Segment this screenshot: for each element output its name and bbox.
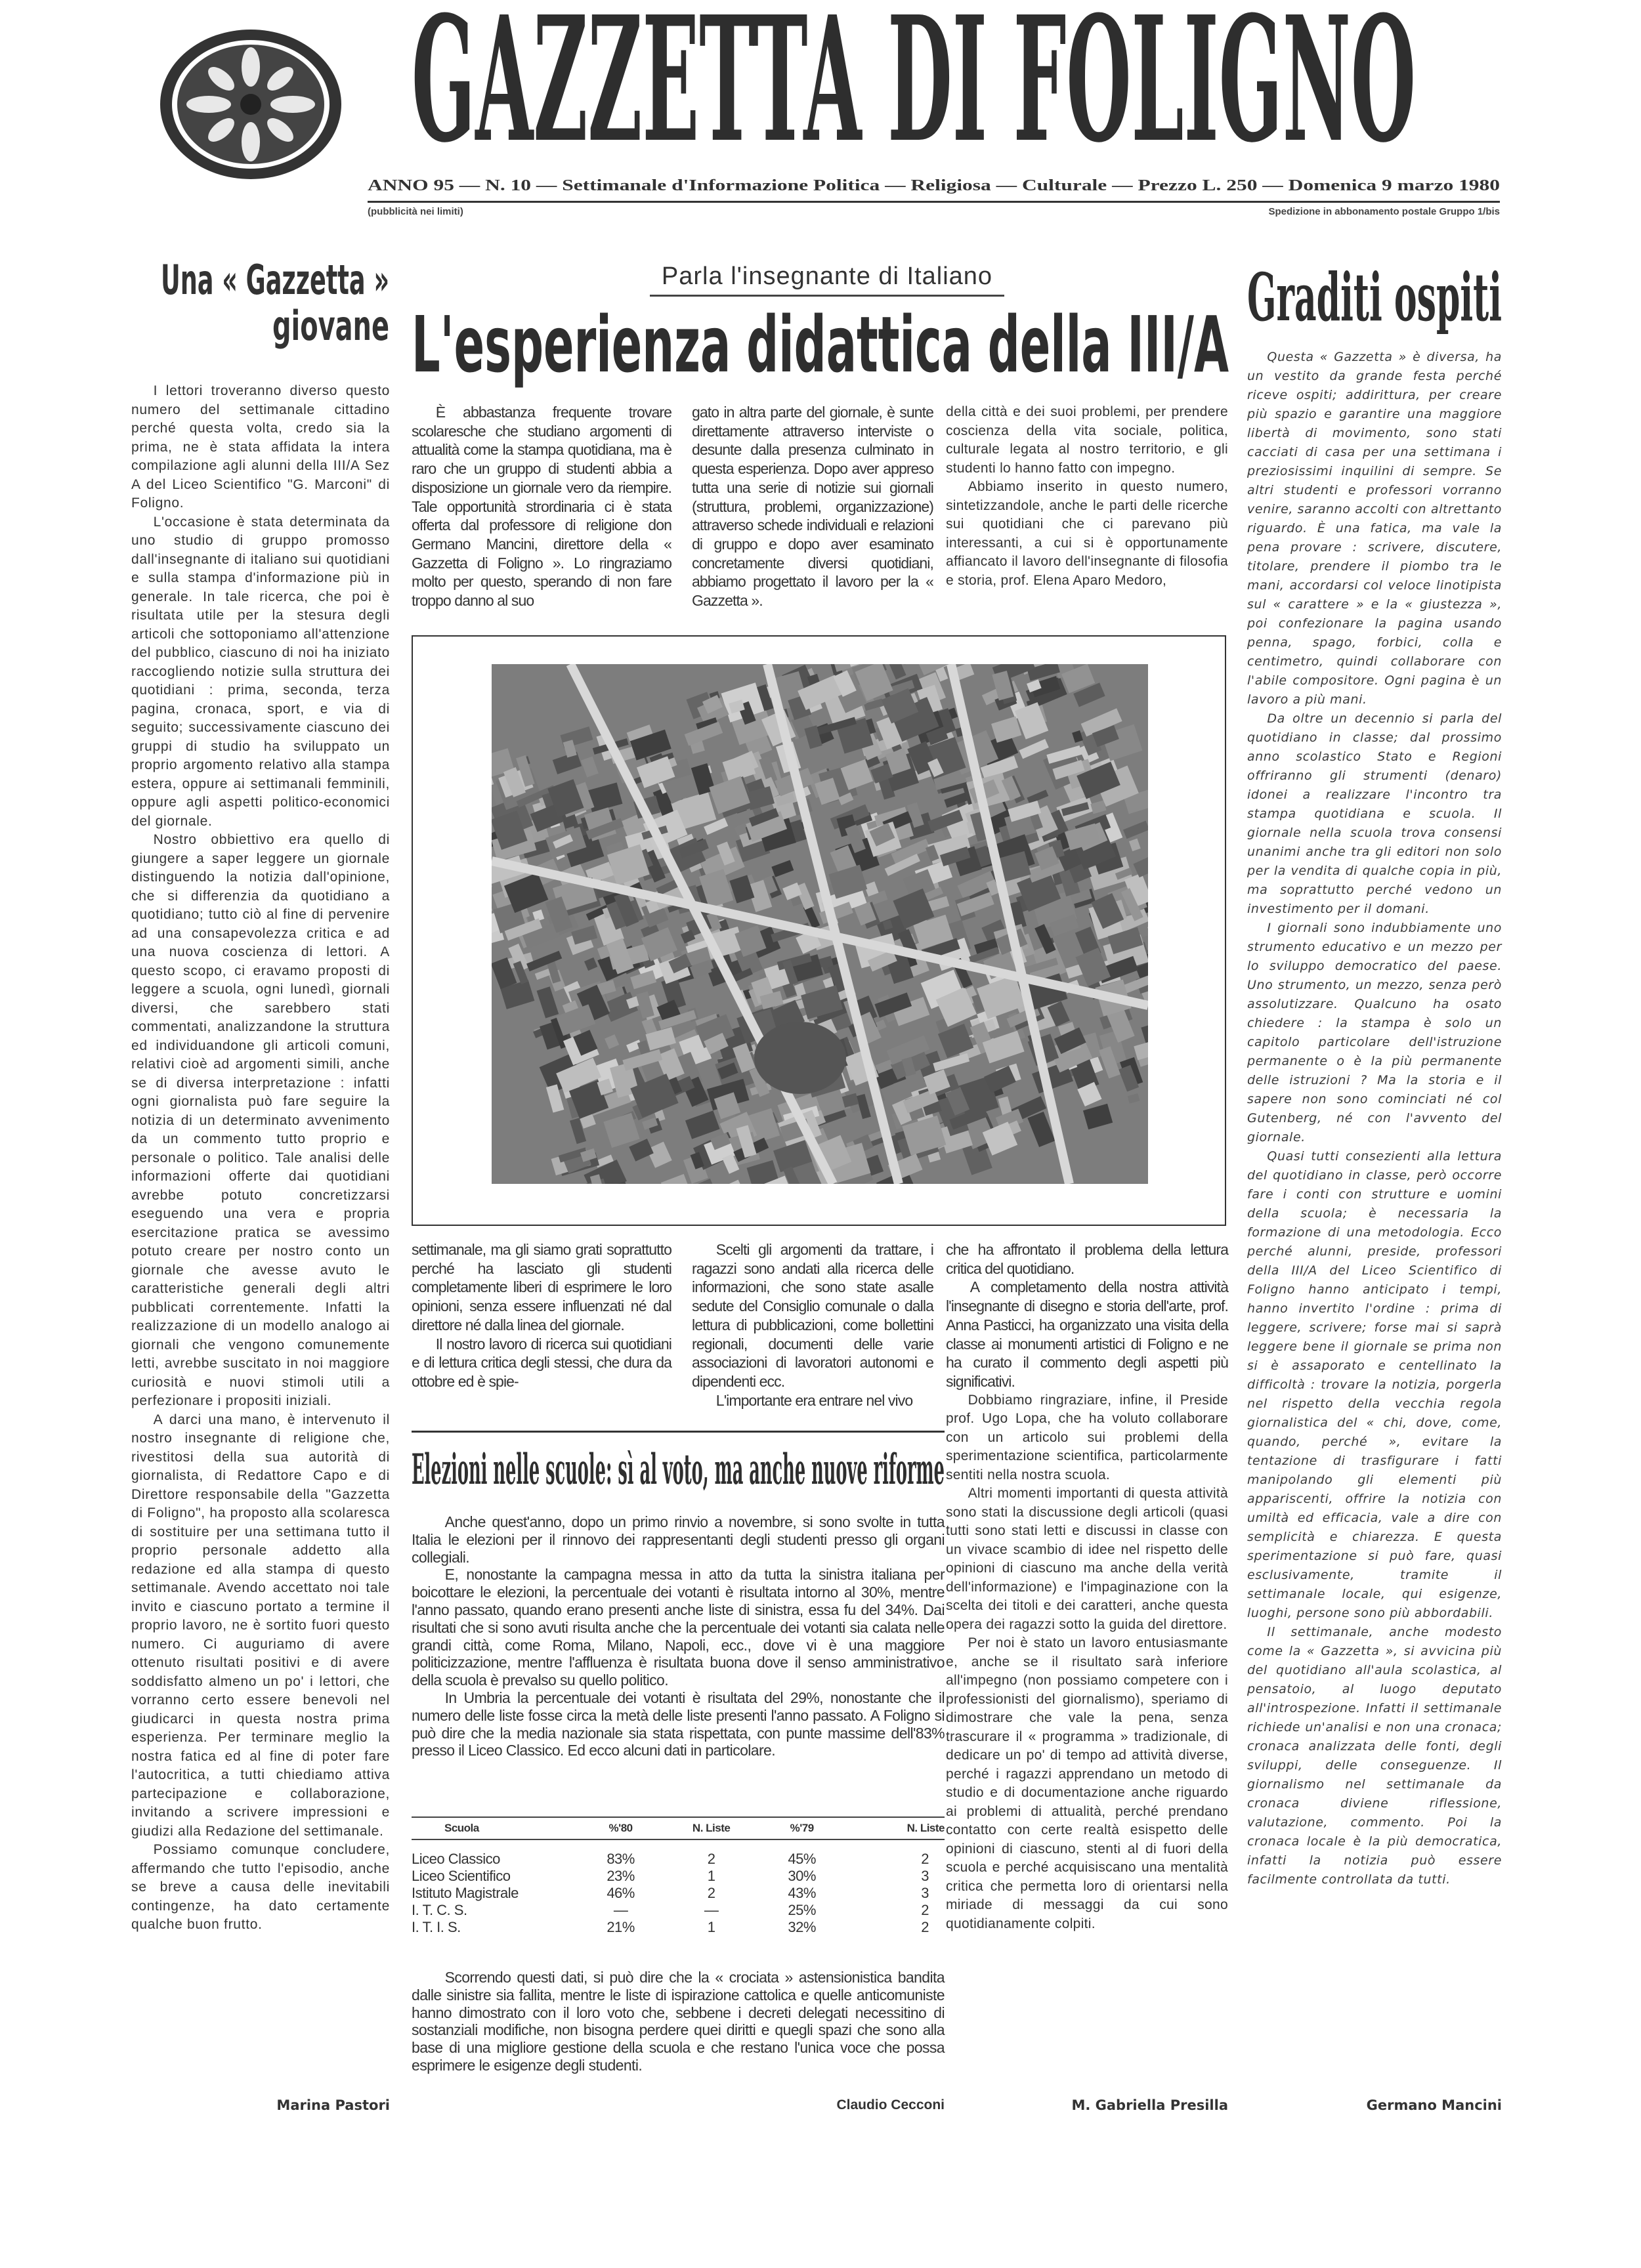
paragraph: settimanale, ma gli siamo grati soprattutto perché ha lasciato gli studenti completamente liberi di esprimere le loro opinioni, senza essere influenzati né dal direttore né dalla linea del giornale. bbox=[412, 1241, 671, 1334]
table-header: Scuola bbox=[412, 1817, 582, 1839]
table-cell: 43% bbox=[788, 1885, 816, 1901]
table-header: %'79 bbox=[763, 1817, 841, 1839]
photo-frame bbox=[412, 635, 1226, 1226]
paragraph: L'importante era entrare nel vivo bbox=[715, 1391, 913, 1409]
paragraph: Il settimanale, anche modesto come la « Gazzetta », si avvicina più del quotidiano all'aula scolastica, al pensatoio, al luogo deputato all'introspezione. Infatti il settimanale richiede un'analisi e non una cronaca; cronaca analizzata delle fonti, degli sviluppi, delle conseguenze. Il giornalismo nel settimanale da cronaca diviene riflessione, valutazione, commento. Poi la cronaca locale è la più democratica, infatti la notizia può essere facilmente controllata da tutti. bbox=[1247, 1625, 1502, 1887]
table-cell: 25% bbox=[788, 1902, 816, 1918]
table-cell: I. T. I. S. bbox=[412, 1919, 461, 1935]
table-cell: 2 bbox=[921, 1851, 929, 1867]
rooftop bbox=[605, 1034, 619, 1049]
paragraph: L'occasione è stata determinata da uno studio di gruppo promosso dall'insegnante di italiano sui quotidiani e sulla stampa d'informazione più in generale. In tale ricerca, che poi è risultata utile per la stesura degli articoli che sottoponiamo all'attenzione del pubblico, ciascuno di noi ha iniziato raccogliendo notizie sulla struttura dei quotidiani : prima, seconda, terza pagina, cronaca, sport, e via di seguito; successivamente ciascuno dei gruppi di studio ha sviluppato un proprio argomento relativo alla stampa estera, oppure ai settimanali femminili, oppure agli aspetti politico-economici del giornale. bbox=[131, 514, 390, 829]
rooftop bbox=[581, 756, 599, 777]
paragraph: A completamento della nostra attività l'insegnante di disegno e storia dell'arte, prof. Anna Pasticci, ha organizzato una visita della classe ai monumenti artistici di Foligno e ne ha curato il commento degli aspetti più significativi. bbox=[946, 1278, 1228, 1390]
table-cell: Liceo Classico bbox=[412, 1851, 500, 1867]
byline: Marina Pastori bbox=[276, 2097, 390, 2113]
rooftop bbox=[1019, 739, 1048, 759]
paragraph: Dobbiamo ringraziare, infine, il Preside prof. Ugo Lopa, che ha voluto collaborare con un articolo sui problemi della sperimentazione scientifica, particolarmente sentiti nella nostra scuola. bbox=[946, 1392, 1228, 1482]
byline: Claudio Cecconi bbox=[836, 2097, 945, 2112]
table-header: N. Liste bbox=[659, 1817, 763, 1839]
table-cell: 45% bbox=[788, 1851, 816, 1867]
results-table bbox=[412, 1816, 945, 1936]
left-article-title-line2: giovane bbox=[272, 302, 389, 350]
table-cell: 21% bbox=[607, 1919, 635, 1935]
rooftop bbox=[1072, 730, 1083, 743]
table-row bbox=[412, 1902, 945, 1919]
paragraph: Abbiamo inserito in questo numero, sintetizzandole, anche le parti delle ricerche sui quotidiani che ci parevano più interessanti, a cui si è opportunamente affiancato il lavoro dell'insegnante di filosofia e storia, prof. Elena Aparo Medoro, bbox=[946, 479, 1228, 588]
elections-headline: Elezioni nelle scuole: sì al voto, ma anche nuove riforme bbox=[412, 1445, 945, 1494]
paragraph: della città e dei suoi problemi, per prendere coscienza della vita sociale, politica, culturale legata al nostro territorio, e gli studenti lo hanno fatto con impegno. bbox=[946, 404, 1228, 476]
byline: M. Gabriella Presilla bbox=[1071, 2097, 1228, 2113]
section-rule bbox=[412, 1431, 945, 1433]
paragraph: Possiamo comunque concludere, affermando che tutto l'episodio, anche se breve a causa delle inevitabili contingenze, ha dato certamente qualche buon frutto. bbox=[131, 1842, 390, 1932]
rose-window-icon bbox=[158, 28, 345, 182]
rooftop bbox=[771, 860, 794, 877]
paragraph: Nostro obbiettivo era quello di giungere a saper leggere un giornale distinguendo la notizia dall'opinione, che si differenzia da quotidiano a quotidiano; tutto ciò al fine di pervenire ad una consapevolezza critica e ad una nuova coscienza di lettori. A questo scopo, ci eravamo proposti di leggere a scuola, ogni lunedì, giornali diversi, che sarebbero stati commentati, analizzandone la struttura ed individuandone gli articoli comuni, relativi cioè ad argomenti simili, anche se di diversa interpretazione : infatti ogni giornalista può fare seguire la notizia di un determinato avvenimento da un commento tutto proprio e personale o politico. Tale analisi delle informazioni offerte dai quotidiani avrebbe potuto concretizzarsi eseguendo una vera e propria esercitazione pratica se avessimo potuto creare per nostro conto un giornale che avesse avuto le caratteristiche generali degli altri pubblicati correntemente. Infatti la realizzazione di un modello analogo ai giornali che vengono comunemente letti, avrebbe suscitato in noi maggiore curiosità e nuovi stimoli utili a perfezionare i propositi iniziali. bbox=[131, 832, 390, 1408]
rooftop bbox=[1141, 1017, 1148, 1043]
rooftop bbox=[717, 1180, 743, 1184]
rooftop bbox=[1128, 1093, 1140, 1104]
right-article-title: Graditi ospiti bbox=[1247, 259, 1502, 336]
paragraph: In Umbria la percentuale dei votanti è risultata del 29%, nonostante che il numero delle liste fosse circa la metà delle liste presenti l'anno passato. A Foligno si può dire che la media nazionale sia stata rispettata, con punte massime dell'83% presso il Liceo Classico. Ed ecco alcuni dati in particolare. bbox=[412, 1689, 945, 1759]
table-cell: 32% bbox=[788, 1919, 816, 1935]
left-article-title-line1: Una « Gazzetta » bbox=[161, 256, 389, 304]
masthead-title: GAZZETTA DI FOLIGNO bbox=[412, 0, 1416, 180]
rooftop bbox=[1090, 800, 1106, 814]
table-cell: 2 bbox=[921, 1919, 929, 1935]
aerial-city-image bbox=[492, 664, 1148, 1184]
table-cell: I. T. C. S. bbox=[412, 1902, 467, 1918]
masthead-logo-rose-window bbox=[158, 28, 345, 182]
table-cell: — bbox=[704, 1902, 719, 1918]
table-cell: 46% bbox=[607, 1885, 635, 1901]
paragraph: A darci una mano, è intervenuto il nostro insegnante di religione che, rivestitosi della sua autorità di giornalista, di Redattore Capo e di Direttore responsabile della "Gazzetta di Foligno", ha proposto alla scolaresca di sostituire per una settimana tutto il proprio personale addetto alla redazione ed alla stampa di questo settimanale. Avendo accettato noi tale invito e ciascuno portato a termine il proprio lavoro, ne è sortito fuori questo numero. Ci auguriamo di avere ottenuto risultati positivi e di avere soddisfatto almeno un po' i lettori, che vorranno certo essere benevoli nel giudicarci in questa nostra prima esperienza. Per terminare meglio la nostra fatica ed al fine di poter fare l'autocritica, a tutti chiediamo attiva partecipazione e collaborazione, invitando a scrivere impressioni e giudizi alla Redazione del settimanale. bbox=[131, 1412, 390, 1839]
aerial-photo-foligno bbox=[492, 664, 1148, 1184]
issue-info-line: ANNO 95 — N. 10 — Settimanale d'Informazione Politica — Religiosa — Culturale — Prezzo L. 250 — Domenica 9 marzo 1980 bbox=[368, 177, 1500, 194]
kicker: Parla l'insegnante di Italiano bbox=[661, 262, 993, 290]
rooftop bbox=[899, 664, 919, 665]
rooftop bbox=[889, 664, 906, 679]
paragraph: I lettori troveranno diverso questo numero del settimanale cittadino perché questa volta, credo sia la prima, ne è stata affidata la intera compilazione agli alunni della III/A Sez A del Liceo Scientifico "G. Marconi" di Foligno. bbox=[131, 383, 390, 511]
rooftop bbox=[629, 1139, 654, 1162]
table-cell: 3 bbox=[921, 1868, 929, 1884]
rooftop bbox=[647, 1142, 672, 1168]
cathedral-dome bbox=[754, 1022, 846, 1094]
rooftop bbox=[1083, 1104, 1113, 1129]
table-row bbox=[412, 1919, 945, 1936]
table-cell: 2 bbox=[707, 1851, 715, 1867]
rooftop bbox=[1133, 852, 1148, 877]
paragraph: che ha affrontato il problema della lettura critica del quotidiano. bbox=[946, 1241, 1228, 1277]
table-cell: 1 bbox=[707, 1868, 715, 1884]
postal-note: Spedizione in abbonamento postale Gruppo 1/bis bbox=[1268, 206, 1500, 217]
table-header: N. Liste bbox=[840, 1817, 945, 1839]
paragraph: Altri momenti importanti di questa attività sono stati la discussione degli articoli (quasi tutti sono stati letti e discussi in classe con un vivace scambio di idee nel rispetto delle opinioni di ciascuno ma anche della verità dell'informazione) e l'impaginazione con la scelta dei titoli e dei caratteri, anche questa opera dei ragazzi sotto la guida del direttore. bbox=[946, 1486, 1228, 1632]
paragraph: È abbastanza frequente trovare scolaresche che studiano argomenti di attualità come la stampa quotidiana, ma è raro che un gruppo di studenti abbia a disposizione un giornale vero da riempire. Tale opportunità strordinaria ci è stata offerta dal professore di religione don Germano Mancini, direttore della « Gazzetta di Foligno ». Lo ringraziamo molto per questo, sperando di non fare troppo danno al suo bbox=[412, 404, 671, 610]
paragraph: I giornali sono indubbiamente uno strumento educativo e un mezzo per lo sviluppo democratico del paese. Uno strumento, un mezzo, senza però assolutizzare. Qualcuno ha osato chiedere : la stampa è solo un capitolo particolare dell'istruzione permanente o è la più permanente delle istruzioni ? Ma la storia e il sapere non sono cominciati né col Gutenberg, né con l'avvento del giornale. bbox=[1247, 921, 1502, 1144]
table-cell: 3 bbox=[921, 1885, 929, 1901]
table-cell: 2 bbox=[921, 1902, 929, 1918]
table-cell: Istituto Magistrale bbox=[412, 1885, 519, 1901]
rooftop bbox=[1129, 839, 1141, 851]
table-row bbox=[412, 1868, 945, 1885]
table-row bbox=[412, 1839, 945, 1868]
table-row bbox=[412, 1885, 945, 1902]
paragraph: gato in altra parte del giornale, è sunte direttamente attraverso interviste o desunte dalla presenza culminato in questa esperienza. Dopo aver appreso tutta una serie di notizie sui giornali (struttura, problemi, organizzazione) attraverso schede individuali e relazioni di gruppo e dopo aver esaminato concretamente diversi quotidiani, abbiamo progettato il lavoro per la « Gazzetta ». bbox=[692, 404, 933, 610]
table-cell: 83% bbox=[607, 1851, 635, 1867]
table-cell: 23% bbox=[607, 1868, 635, 1884]
paragraph: Per noi è stato un lavoro entusiasmante e, anche se il risultato sarà inferiore all'impegno (non possiamo competere con i professionisti del giornalismo), speriamo di dimostrare che vale la pena, senza trascurare il « programma » tradizionale, di dedicare un po' di tempo ad attività diverse, perché i ragazzi apprendano un metodo di studio e di documentazione anche riguardo ai problemi di attualità, perché prendano contatto con certe realtà esispetto delle opinioni di ciascuno, stenti al di fuori della scuola e perché acquisiscano una mentalità critica che permetta loro di orientarsi nella miriade di messaggi da cui sono quotidianamente colpiti. bbox=[946, 1635, 1228, 1931]
masthead-rule bbox=[368, 201, 1500, 203]
table-cell: 1 bbox=[707, 1919, 715, 1935]
byline: Germano Mancini bbox=[1366, 2097, 1502, 2113]
paragraph: Il nostro lavoro di ricerca sui quotidiani e di lettura critica degli stessi, che dura da ottobre ed è spie- bbox=[412, 1335, 671, 1390]
table-cell: — bbox=[613, 1902, 628, 1918]
rooftop bbox=[661, 1174, 694, 1184]
center-headline: L'esperienza didattica della III/A bbox=[412, 299, 1229, 390]
paragraph: E, nonostante la campagna messa in atto da tutta la sinistra italiana per boicottare le elezioni, la percentuale dei votanti è risultata intorno al 30%, mentre l'anno passato, quando erano presenti anche liste di sinistra, essa fu del 34%. Dai risultati che si sono avuti risulta anche che la percentuale dei votanti sia calata nelle grandi città, come Roma, Milano, Napoli, ecc., dove vi è una maggiore politicizzazione, mentre l'affluenza è risultata buona dove il senso amministrativo della scuola è prevalso su quello politico. bbox=[412, 1566, 945, 1689]
table-cell: Liceo Scientifico bbox=[412, 1868, 511, 1884]
paragraph: Scelti gli argomenti da trattare, i ragazzi sono andati alla ricerca delle informazioni, che sono state asalle sedute del Consiglio comunale o dalla lettura di pubblicazioni, come bollettini regionali, documenti delle varie associazioni di lavoratori autonomi e dipendenti ecc. bbox=[692, 1241, 933, 1390]
rooftop bbox=[1123, 820, 1148, 839]
rooftop bbox=[584, 957, 597, 971]
table-cell: 30% bbox=[788, 1868, 816, 1884]
paragraph: Scorrendo questi dati, si può dire che la « crociata » astensionistica bandita dalle sinistre sia fallita, mentre le liste di ispirazione cattolica e quelle anticomuniste hanno dimostrato con il loro voto che, sebbene i decreti delegati necessitino di sostanziali modifiche, non bisogna perdere quei diritti e quegli spazi che sono alla base di una migliore gestione della scuola e che restano l'unica voce che possa esprimere le esigenze degli studenti. bbox=[412, 1969, 945, 2074]
paragraph: Anche quest'anno, dopo un primo rinvio a novembre, si sono svolte in tutta Italia le elezioni per il rinnovo dei rappresentanti degli studenti presso gli organi collegiali. bbox=[412, 1513, 945, 1566]
rooftop bbox=[685, 1110, 720, 1139]
rooftop bbox=[1134, 1041, 1148, 1060]
paragraph: Quasi tutti consezienti alla lettura del quotidiano in classe, però occorre fare i conti con strutture e uomini della scuola; è necessaria la formazione di una metodologia. Ecco perché alunni, preside, professori della III/A del Liceo Scientifico di Foligno hanno anticipato i tempi, hanno invertito l'ordine : prima di leggere, scrivere; forse mai si saprà leggere bene il giornale se prima non si è assaporato e centellinato la difficoltà : trovare la notizia, porgerla nel rispetto della vecchia regola giornalistica del « chi, dove, come, quando, perché », evitare la tentazione di trasfigurare i fatti manipolando gli elementi più appariscenti, offrire la notizia con umiltà ed efficacia, vale a dire con semplicità e chiarezza. E questa sperimentazione si può fare, quasi esclusivamente, tramite il settimanale locale, qui esigenze, luoghi, persone sono più abbordabili. bbox=[1247, 1149, 1502, 1620]
table-header: %'80 bbox=[582, 1817, 660, 1839]
table-cell: 2 bbox=[707, 1885, 715, 1901]
paragraph: Questa « Gazzetta » è diversa, ha un vestito da grande festa perché riceve ospiti; addirittura, per creare più spazio e garantire una maggiore libertà di movimento, sono stati cacciati di casa per una settimana i preziosissimi inquilini di sempre. Se altri studenti e professori vorranno venire, saranno accolti con altrettanto riguardo. È una fatica, ma vale la pena provare : scrivere, discutere, titolare, prendere il piombo tra le mani, accordarsi col veloce linotipista sul « carattere » e la « giustezza », poi confezionare la pagina usando penna, spago, forbici, colla e centimetro, quindi collaborare con l'abile compositore. Ogni pagina è un lavoro a più mani. bbox=[1247, 350, 1502, 707]
advertising-note: (pubblicità nei limiti) bbox=[368, 206, 463, 217]
paragraph: Da oltre un decennio si parla del quotidiano in classe; dal prossimo anno scolastico Stato e Regioni offriranno gli strumenti (denaro) idonei a realizzare l'incontro tra stampa quotidiana e scuola. Il giornale nella scuola trova consensi unanimi anche tra gli editori non solo per la vendita di qualche copia in più, ma soprattutto perché vedono un investimento per il domani. bbox=[1247, 711, 1502, 916]
